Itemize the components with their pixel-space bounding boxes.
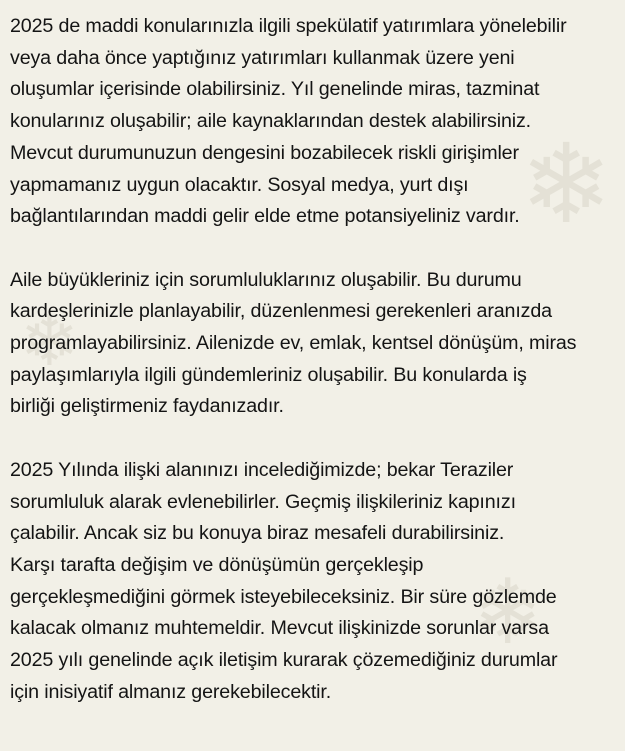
- text-line: birliği geliştirmeniz faydanızadır.: [10, 395, 284, 418]
- text-line: veya daha önce yaptığınız yatırımları kullanmak üzere yeni: [10, 46, 515, 69]
- text-line: bağlantılarından maddi gelir elde etme potansiyeliniz vardır.: [10, 205, 520, 228]
- snowflake-decoration-icon: ❄: [520, 120, 613, 248]
- snowflake-decoration-icon: ❄: [20, 300, 79, 382]
- text-line: kalacak olmanız muhtemeldir. Mevcut ilişkinizde sorunlar varsa: [10, 617, 549, 640]
- text-line: oluşumlar içerisinde olabilirsiniz. Yıl genelinde miras, tazminat: [10, 78, 540, 101]
- paragraph-family: [10, 265, 615, 424]
- text-line: Aile büyükleriniz için sorumluluklarınız oluşabilir. Bu durumu: [10, 268, 522, 291]
- paragraph-finances: [10, 11, 615, 233]
- text-line: gerçekleşmediğini görmek isteyebileceksiniz. Bir süre gözlemde: [10, 585, 557, 608]
- snowflake-decoration-icon: ❄: [470, 560, 546, 665]
- text-line: konularınız oluşabilir; aile kaynaklarından destek alabilirsiniz.: [10, 110, 531, 133]
- text-line: sorumluluk alarak evlenebilirler. Geçmiş ilişkileriniz kapınızı: [10, 490, 516, 513]
- text-line: programlayabilirsiniz. Ailenizde ev, emlak, kentsel dönüşüm, miras: [10, 332, 577, 355]
- text-line: kardeşlerinizle planlayabilir, düzenlenmesi gerekenleri aranızda: [10, 300, 552, 323]
- text-line: Karşı tarafta değişim ve dönüşümün gerçekleşip: [10, 553, 424, 576]
- text-line: için inisiyatif almanız gerekebilecektir.: [10, 680, 332, 703]
- text-line: Mevcut durumunuzun dengesini bozabilecek riskli girişimler: [10, 141, 519, 164]
- paragraph-spacer: [10, 233, 615, 265]
- text-line: 2025 yılı genelinde açık iletişim kurarak çözemediğiniz durumlar: [10, 649, 558, 672]
- text-line: yapmamanız uygun olacaktır. Sosyal medya, yurt dışı: [10, 173, 469, 196]
- text-line: paylaşımlarıyla ilgili gündemleriniz oluşabilir. Bu konularda iş: [10, 363, 527, 386]
- text-line: 2025 Yılında ilişki alanınızı incelediğimizde; bekar Teraziler: [10, 458, 514, 481]
- paragraph-relationships: [10, 455, 615, 709]
- text-line: çalabilir. Ancak siz bu konuya biraz mesafeli durabilirsiniz.: [10, 522, 505, 545]
- text-line: 2025 de maddi konularınızla ilgili spekülatif yatırımlara yönelebilir: [10, 15, 567, 37]
- paragraph-spacer: [10, 423, 615, 455]
